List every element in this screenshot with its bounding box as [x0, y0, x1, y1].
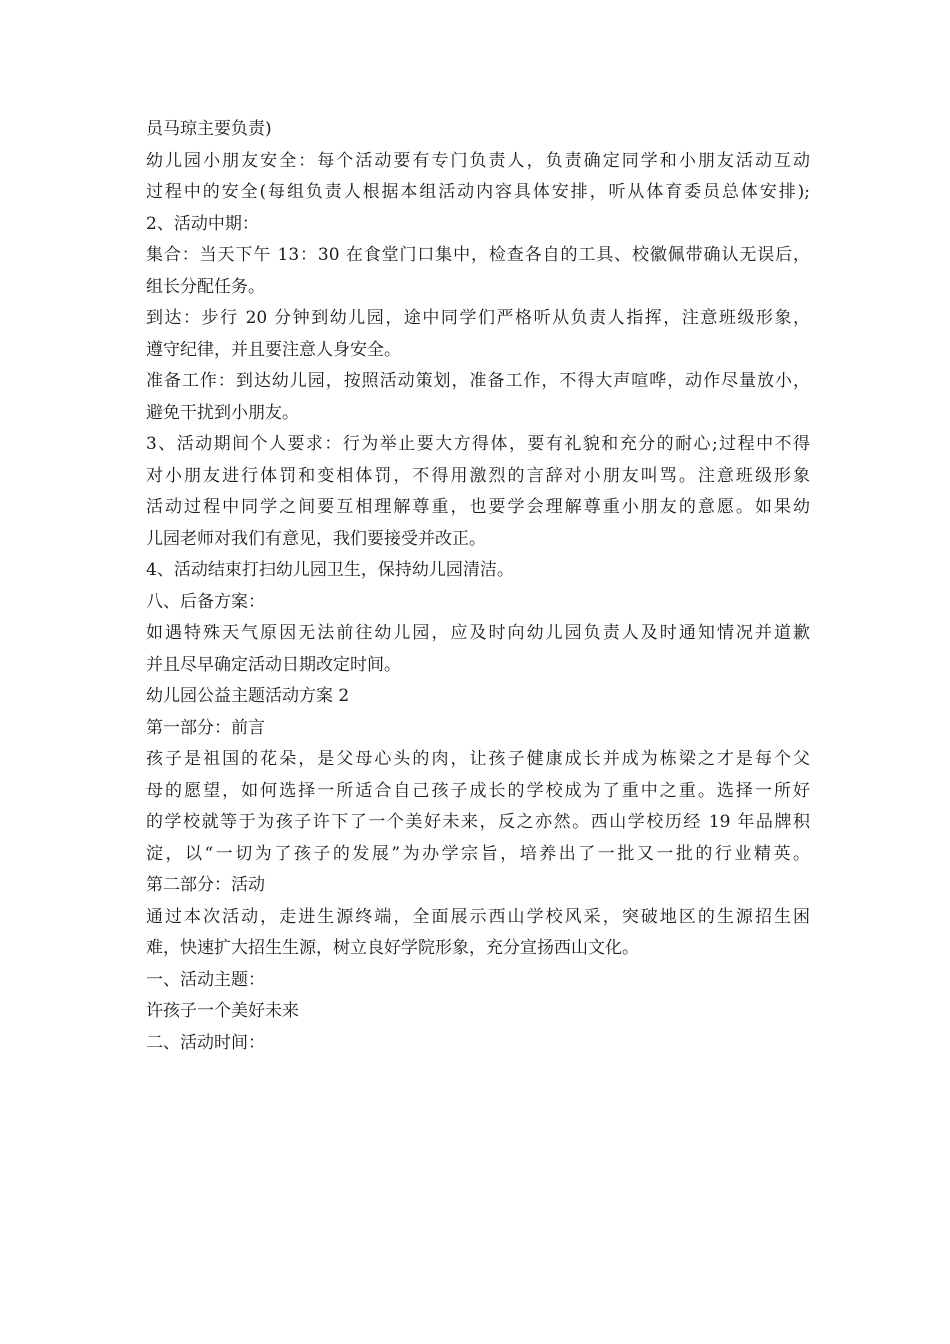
text-line: 集合：当天下午 13：30 在食堂门口集中，检查各自的工具、校徽佩带确认无误后，: [146, 245, 810, 265]
text-line: 幼儿园公益主题活动方案 2: [146, 686, 350, 706]
text-line: 组长分配任务。: [146, 276, 265, 297]
text-line: 通过本次活动，走进生源终端，全面展示西山学校风采，突破地区的生源招生困: [146, 906, 810, 927]
text-line: 避免干扰到小朋友。: [146, 402, 299, 423]
text-line: 第一部分：前言: [146, 717, 265, 738]
text-line: 3、活动期间个人要求：行为举止要大方得体，要有礼貌和充分的耐心;过程中不得: [146, 434, 810, 454]
text-line: 并且尽早确定活动日期改定时间。: [146, 654, 401, 675]
text-line: 活动过程中同学之间要互相理解尊重，也要学会理解尊重小朋友的意愿。如果幼: [146, 497, 810, 517]
text-line: 第二部分：活动: [146, 875, 265, 895]
text-line: 对小朋友进行体罚和变相体罚，不得用激烈的言辞对小朋友叫骂。注意班级形象: [146, 465, 810, 486]
text-line: 淀，以“一切为了孩子的发展”为办学宗旨，培养出了一批又一批的行业精英。: [146, 843, 810, 864]
text-line: 许孩子一个美好未来: [146, 1001, 299, 1021]
document-body: [146, 114, 810, 1059]
text-line: 员马琼主要负责): [146, 119, 272, 139]
text-line: 4、活动结束打扫幼儿园卫生，保持幼儿园清洁。: [146, 560, 514, 580]
text-line: 儿园老师对我们有意见，我们要接受并改正。: [146, 528, 486, 549]
text-line: 八、后备方案：: [146, 591, 265, 612]
text-line: 难，快速扩大招生生源，树立良好学院形象，充分宣扬西山文化。: [146, 938, 639, 958]
text-line: 孩子是祖国的花朵，是父母心头的肉，让孩子健康成长并成为栋梁之才是每个父: [146, 749, 810, 769]
text-line: 幼儿园小朋友安全：每个活动要有专门负责人，负责确定同学和小朋友活动互动: [146, 150, 810, 171]
text-line: 如遇特殊天气原因无法前往幼儿园，应及时向幼儿园负责人及时通知情况并道歉: [146, 623, 810, 643]
text-line: 母的愿望，如何选择一所适合自己孩子成长的学校成为了重中之重。选择一所好: [146, 780, 810, 801]
text-line: 二、活动时间：: [146, 1032, 265, 1053]
text-line: 到达：步行 20 分钟到幼儿园，途中同学们严格听从负责人指挥，注意班级形象，: [146, 308, 810, 328]
text-line: 过程中的安全(每组负责人根据本组活动内容具体安排，听从体育委员总体安排);: [146, 182, 810, 202]
text-line: 准备工作：到达幼儿园，按照活动策划，准备工作，不得大声喧哗，动作尽量放小，: [146, 371, 810, 391]
text-line: 一、活动主题：: [146, 969, 265, 990]
text-line: 遵守纪律，并且要注意人身安全。: [146, 339, 401, 360]
text-line: 的学校就等于为孩子许下了一个美好未来，反之亦然。西山学校历经 19 年品牌积: [146, 812, 810, 832]
text-line: 2、活动中期：: [146, 213, 259, 234]
